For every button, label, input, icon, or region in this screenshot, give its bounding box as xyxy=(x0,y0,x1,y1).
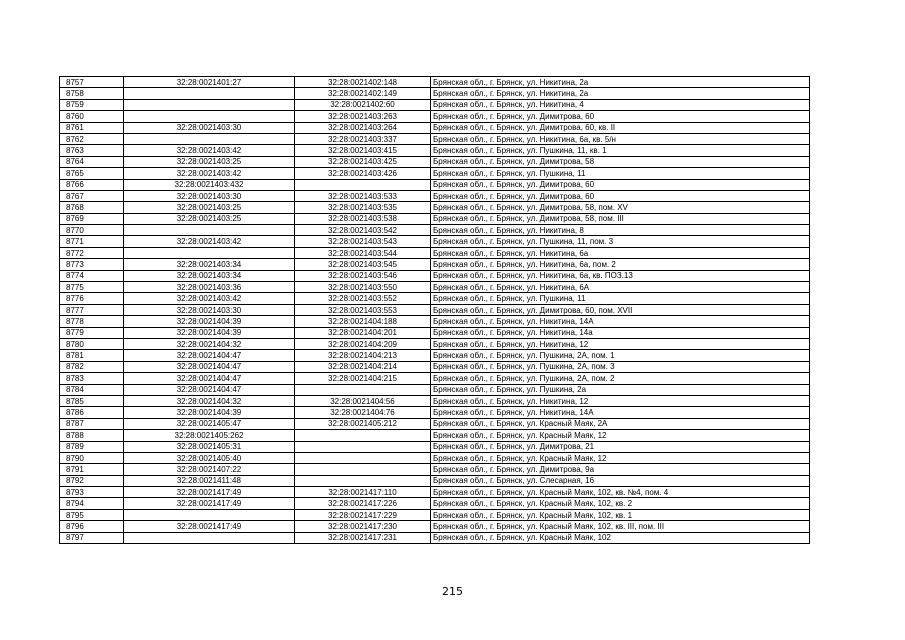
object-cadastral-number-cell: 32:28:0021403:538 xyxy=(295,213,431,224)
object-cadastral-number-cell: 32:28:0021402:60 xyxy=(295,99,431,110)
row-number-cell: 8777 xyxy=(60,304,124,315)
table-row xyxy=(60,213,810,224)
address-cell: Брянская обл., г. Брянск, ул. Никитина, 14А xyxy=(431,407,810,418)
table-row xyxy=(60,168,810,179)
parcel-cadastral-number-cell xyxy=(124,509,295,520)
row-number-cell: 8773 xyxy=(60,259,124,270)
row-number-cell: 8768 xyxy=(60,202,124,213)
table-row xyxy=(60,304,810,315)
row-number-cell: 8780 xyxy=(60,338,124,349)
object-cadastral-number-cell: 32:28:0021403:553 xyxy=(295,304,431,315)
row-number-cell: 8758 xyxy=(60,88,124,99)
cadastral-table xyxy=(59,76,810,544)
row-number-cell: 8766 xyxy=(60,179,124,190)
row-number-cell: 8797 xyxy=(60,532,124,543)
row-number-cell: 8759 xyxy=(60,99,124,110)
row-number-cell: 8792 xyxy=(60,475,124,486)
address-cell: Брянская обл., г. Брянск, ул. Никитина, 6а, кв. ПОЗ.13 xyxy=(431,270,810,281)
address-cell: Брянская обл., г. Брянск, ул. Димитрова, 58, пом. III xyxy=(431,213,810,224)
object-cadastral-number-cell: 32:28:0021417:231 xyxy=(295,532,431,543)
row-number-cell: 8785 xyxy=(60,395,124,406)
object-cadastral-number-cell: 32:28:0021404:214 xyxy=(295,361,431,372)
parcel-cadastral-number-cell: 32:28:0021417:49 xyxy=(124,521,295,532)
address-cell: Брянская обл., г. Брянск, ул. Никитина, 12 xyxy=(431,395,810,406)
table-row xyxy=(60,122,810,133)
address-cell: Брянская обл., г. Брянск, ул. Димитрова, 60, пом. XVII xyxy=(431,304,810,315)
table-row xyxy=(60,99,810,110)
object-cadastral-number-cell xyxy=(295,441,431,452)
table-row xyxy=(60,373,810,384)
table-row xyxy=(60,487,810,498)
parcel-cadastral-number-cell: 32:28:0021405:47 xyxy=(124,418,295,429)
address-cell: Брянская обл., г. Брянск, ул. Димитрова, 60, кв. II xyxy=(431,122,810,133)
object-cadastral-number-cell: 32:28:0021403:546 xyxy=(295,270,431,281)
table-row xyxy=(60,225,810,236)
object-cadastral-number-cell: 32:28:0021404:201 xyxy=(295,327,431,338)
address-cell: Брянская обл., г. Брянск, ул. Пушкина, 11, пом. 3 xyxy=(431,236,810,247)
page-number: 215 xyxy=(442,585,463,598)
parcel-cadastral-number-cell: 32:28:0021403:34 xyxy=(124,270,295,281)
parcel-cadastral-number-cell xyxy=(124,133,295,144)
row-number-cell: 8789 xyxy=(60,441,124,452)
object-cadastral-number-cell: 32:28:0021403:550 xyxy=(295,282,431,293)
row-number-cell: 8783 xyxy=(60,373,124,384)
parcel-cadastral-number-cell: 32:28:0021403:42 xyxy=(124,293,295,304)
parcel-cadastral-number-cell: 32:28:0021404:39 xyxy=(124,316,295,327)
table-row xyxy=(60,361,810,372)
object-cadastral-number-cell: 32:28:0021404:213 xyxy=(295,350,431,361)
row-number-cell: 8765 xyxy=(60,168,124,179)
address-cell: Брянская обл., г. Брянск, ул. Димитрова, 60 xyxy=(431,179,810,190)
address-cell: Брянская обл., г. Брянск, ул. Никитина, 6а xyxy=(431,247,810,258)
parcel-cadastral-number-cell: 32:28:0021403:25 xyxy=(124,213,295,224)
address-cell: Брянская обл., г. Брянск, ул. Красный Маяк, 102, кв. 2 xyxy=(431,498,810,509)
address-cell: Брянская обл., г. Брянск, ул. Никитина, 2а xyxy=(431,77,810,88)
row-number-cell: 8793 xyxy=(60,487,124,498)
row-number-cell: 8761 xyxy=(60,122,124,133)
table-row xyxy=(60,395,810,406)
table-row xyxy=(60,202,810,213)
object-cadastral-number-cell: 32:28:0021402:148 xyxy=(295,77,431,88)
table-row xyxy=(60,156,810,167)
parcel-cadastral-number-cell xyxy=(124,225,295,236)
row-number-cell: 8763 xyxy=(60,145,124,156)
address-cell: Брянская обл., г. Брянск, ул. Красный Маяк, 102, кв. III, пом. III xyxy=(431,521,810,532)
parcel-cadastral-number-cell xyxy=(124,99,295,110)
table-row xyxy=(60,464,810,475)
address-cell: Брянская обл., г. Брянск, ул. Красный Маяк, 12 xyxy=(431,430,810,441)
table-row xyxy=(60,509,810,520)
parcel-cadastral-number-cell: 32:28:0021404:32 xyxy=(124,338,295,349)
object-cadastral-number-cell: 32:28:0021402:149 xyxy=(295,88,431,99)
object-cadastral-number-cell: 32:28:0021403:543 xyxy=(295,236,431,247)
parcel-cadastral-number-cell: 32:28:0021403:30 xyxy=(124,122,295,133)
address-cell: Брянская обл., г. Брянск, ул. Димитрова, 58 xyxy=(431,156,810,167)
parcel-cadastral-number-cell: 32:28:0021403:30 xyxy=(124,190,295,201)
row-number-cell: 8776 xyxy=(60,293,124,304)
table-row xyxy=(60,259,810,270)
object-cadastral-number-cell: 32:28:0021404:215 xyxy=(295,373,431,384)
parcel-cadastral-number-cell: 32:28:0021403:432 xyxy=(124,179,295,190)
parcel-cadastral-number-cell: 32:28:0021401:27 xyxy=(124,77,295,88)
address-cell: Брянская обл., г. Брянск, ул. Пушкина, 11, кв. 1 xyxy=(431,145,810,156)
table-row xyxy=(60,350,810,361)
table-row xyxy=(60,338,810,349)
object-cadastral-number-cell: 32:28:0021403:263 xyxy=(295,111,431,122)
table-row xyxy=(60,521,810,532)
table-row xyxy=(60,498,810,509)
row-number-cell: 8782 xyxy=(60,361,124,372)
document-page xyxy=(59,76,809,544)
object-cadastral-number-cell xyxy=(295,179,431,190)
table-row xyxy=(60,384,810,395)
parcel-cadastral-number-cell: 32:28:0021404:32 xyxy=(124,395,295,406)
table-row xyxy=(60,532,810,543)
table-row xyxy=(60,270,810,281)
address-cell: Брянская обл., г. Брянск, ул. Димитрова, 9а xyxy=(431,464,810,475)
address-cell: Брянская обл., г. Брянск, ул. Димитрова, 60 xyxy=(431,111,810,122)
parcel-cadastral-number-cell xyxy=(124,247,295,258)
parcel-cadastral-number-cell: 32:28:0021403:42 xyxy=(124,168,295,179)
row-number-cell: 8771 xyxy=(60,236,124,247)
row-number-cell: 8788 xyxy=(60,430,124,441)
parcel-cadastral-number-cell: 32:28:0021404:47 xyxy=(124,350,295,361)
table-row xyxy=(60,441,810,452)
object-cadastral-number-cell xyxy=(295,475,431,486)
parcel-cadastral-number-cell: 32:28:0021403:42 xyxy=(124,236,295,247)
address-cell: Брянская обл., г. Брянск, ул. Никитина, 12 xyxy=(431,338,810,349)
object-cadastral-number-cell: 32:28:0021404:56 xyxy=(295,395,431,406)
parcel-cadastral-number-cell: 32:28:0021404:39 xyxy=(124,407,295,418)
row-number-cell: 8796 xyxy=(60,521,124,532)
table-row xyxy=(60,293,810,304)
object-cadastral-number-cell: 32:28:0021405:212 xyxy=(295,418,431,429)
address-cell: Брянская обл., г. Брянск, ул. Красный Маяк, 2А xyxy=(431,418,810,429)
row-number-cell: 8757 xyxy=(60,77,124,88)
table-row xyxy=(60,282,810,293)
address-cell: Брянская обл., г. Брянск, ул. Пушкина, 2А, пом. 3 xyxy=(431,361,810,372)
address-cell: Брянская обл., г. Брянск, ул. Никитина, 6а, пом. 2 xyxy=(431,259,810,270)
table-row xyxy=(60,475,810,486)
table-row xyxy=(60,77,810,88)
object-cadastral-number-cell: 32:28:0021417:230 xyxy=(295,521,431,532)
object-cadastral-number-cell xyxy=(295,452,431,463)
object-cadastral-number-cell: 32:28:0021417:229 xyxy=(295,509,431,520)
object-cadastral-number-cell: 32:28:0021403:337 xyxy=(295,133,431,144)
address-cell: Брянская обл., г. Брянск, ул. Димитрова, 21 xyxy=(431,441,810,452)
table-row xyxy=(60,316,810,327)
address-cell: Брянская обл., г. Брянск, ул. Димитрова, 58, пом. XV xyxy=(431,202,810,213)
row-number-cell: 8790 xyxy=(60,452,124,463)
address-cell: Брянская обл., г. Брянск, ул. Пушкина, 11 xyxy=(431,168,810,179)
address-cell: Брянская обл., г. Брянск, ул. Никитина, 2а xyxy=(431,88,810,99)
object-cadastral-number-cell: 32:28:0021404:188 xyxy=(295,316,431,327)
parcel-cadastral-number-cell: 32:28:0021403:25 xyxy=(124,202,295,213)
row-number-cell: 8779 xyxy=(60,327,124,338)
parcel-cadastral-number-cell: 32:28:0021404:39 xyxy=(124,327,295,338)
table-row xyxy=(60,133,810,144)
table-row xyxy=(60,247,810,258)
table-row xyxy=(60,407,810,418)
table-row xyxy=(60,452,810,463)
parcel-cadastral-number-cell: 32:28:0021411:48 xyxy=(124,475,295,486)
parcel-cadastral-number-cell: 32:28:0021404:47 xyxy=(124,384,295,395)
object-cadastral-number-cell: 32:28:0021403:426 xyxy=(295,168,431,179)
parcel-cadastral-number-cell: 32:28:0021417:49 xyxy=(124,487,295,498)
table-body xyxy=(60,77,810,544)
row-number-cell: 8769 xyxy=(60,213,124,224)
object-cadastral-number-cell: 32:28:0021403:544 xyxy=(295,247,431,258)
table-row xyxy=(60,88,810,99)
object-cadastral-number-cell: 32:28:0021403:533 xyxy=(295,190,431,201)
address-cell: Брянская обл., г. Брянск, ул. Красный Маяк, 102 xyxy=(431,532,810,543)
object-cadastral-number-cell: 32:28:0021403:552 xyxy=(295,293,431,304)
parcel-cadastral-number-cell: 32:28:0021403:34 xyxy=(124,259,295,270)
address-cell: Брянская обл., г. Брянск, ул. Пушкина, 2А, пом. 2 xyxy=(431,373,810,384)
address-cell: Брянская обл., г. Брянск, ул. Пушкина, 2А, пом. 1 xyxy=(431,350,810,361)
table-row xyxy=(60,430,810,441)
parcel-cadastral-number-cell: 32:28:0021407:22 xyxy=(124,464,295,475)
row-number-cell: 8760 xyxy=(60,111,124,122)
object-cadastral-number-cell: 32:28:0021403:535 xyxy=(295,202,431,213)
object-cadastral-number-cell: 32:28:0021403:425 xyxy=(295,156,431,167)
parcel-cadastral-number-cell: 32:28:0021417:49 xyxy=(124,498,295,509)
row-number-cell: 8784 xyxy=(60,384,124,395)
row-number-cell: 8778 xyxy=(60,316,124,327)
row-number-cell: 8774 xyxy=(60,270,124,281)
object-cadastral-number-cell: 32:28:0021403:415 xyxy=(295,145,431,156)
table-row xyxy=(60,145,810,156)
row-number-cell: 8762 xyxy=(60,133,124,144)
object-cadastral-number-cell xyxy=(295,384,431,395)
address-cell: Брянская обл., г. Брянск, ул. Красный Маяк, 12 xyxy=(431,452,810,463)
row-number-cell: 8794 xyxy=(60,498,124,509)
object-cadastral-number-cell xyxy=(295,464,431,475)
address-cell: Брянская обл., г. Брянск, ул. Димитрова, 60 xyxy=(431,190,810,201)
table-row xyxy=(60,327,810,338)
row-number-cell: 8772 xyxy=(60,247,124,258)
parcel-cadastral-number-cell xyxy=(124,532,295,543)
row-number-cell: 8786 xyxy=(60,407,124,418)
table-row xyxy=(60,418,810,429)
address-cell: Брянская обл., г. Брянск, ул. Никитина, 8 xyxy=(431,225,810,236)
object-cadastral-number-cell: 32:28:0021404:209 xyxy=(295,338,431,349)
parcel-cadastral-number-cell: 32:28:0021404:47 xyxy=(124,373,295,384)
address-cell: Брянская обл., г. Брянск, ул. Пушкина, 2а xyxy=(431,384,810,395)
row-number-cell: 8767 xyxy=(60,190,124,201)
parcel-cadastral-number-cell: 32:28:0021403:25 xyxy=(124,156,295,167)
address-cell: Брянская обл., г. Брянск, ул. Никитина, 14А xyxy=(431,316,810,327)
address-cell: Брянская обл., г. Брянск, ул. Пушкина, 11 xyxy=(431,293,810,304)
parcel-cadastral-number-cell: 32:28:0021403:42 xyxy=(124,145,295,156)
address-cell: Брянская обл., г. Брянск, ул. Никитина, 6а, кв. 5/н xyxy=(431,133,810,144)
object-cadastral-number-cell: 32:28:0021417:110 xyxy=(295,487,431,498)
row-number-cell: 8764 xyxy=(60,156,124,167)
row-number-cell: 8791 xyxy=(60,464,124,475)
parcel-cadastral-number-cell: 32:28:0021403:36 xyxy=(124,282,295,293)
object-cadastral-number-cell: 32:28:0021403:542 xyxy=(295,225,431,236)
table-row xyxy=(60,179,810,190)
object-cadastral-number-cell xyxy=(295,430,431,441)
address-cell: Брянская обл., г. Брянск, ул. Никитина, 6А xyxy=(431,282,810,293)
row-number-cell: 8775 xyxy=(60,282,124,293)
address-cell: Брянская обл., г. Брянск, ул. Никитина, 4 xyxy=(431,99,810,110)
parcel-cadastral-number-cell xyxy=(124,88,295,99)
row-number-cell: 8770 xyxy=(60,225,124,236)
row-number-cell: 8781 xyxy=(60,350,124,361)
object-cadastral-number-cell: 32:28:0021417:226 xyxy=(295,498,431,509)
row-number-cell: 8787 xyxy=(60,418,124,429)
table-row xyxy=(60,236,810,247)
parcel-cadastral-number-cell: 32:28:0021403:30 xyxy=(124,304,295,315)
row-number-cell: 8795 xyxy=(60,509,124,520)
address-cell: Брянская обл., г. Брянск, ул. Никитина, 14а xyxy=(431,327,810,338)
address-cell: Брянская обл., г. Брянск, ул. Слесарная, 16 xyxy=(431,475,810,486)
parcel-cadastral-number-cell: 32:28:0021405:40 xyxy=(124,452,295,463)
parcel-cadastral-number-cell: 32:28:0021405:262 xyxy=(124,430,295,441)
table-row xyxy=(60,111,810,122)
address-cell: Брянская обл., г. Брянск, ул. Красный Маяк, 102, кв. 1 xyxy=(431,509,810,520)
object-cadastral-number-cell: 32:28:0021403:264 xyxy=(295,122,431,133)
parcel-cadastral-number-cell xyxy=(124,111,295,122)
table-row xyxy=(60,190,810,201)
parcel-cadastral-number-cell: 32:28:0021405:31 xyxy=(124,441,295,452)
address-cell: Брянская обл., г. Брянск, ул. Красный Маяк, 102, кв. №4, пом. 4 xyxy=(431,487,810,498)
object-cadastral-number-cell: 32:28:0021403:545 xyxy=(295,259,431,270)
parcel-cadastral-number-cell: 32:28:0021404:47 xyxy=(124,361,295,372)
object-cadastral-number-cell: 32:28:0021404:76 xyxy=(295,407,431,418)
